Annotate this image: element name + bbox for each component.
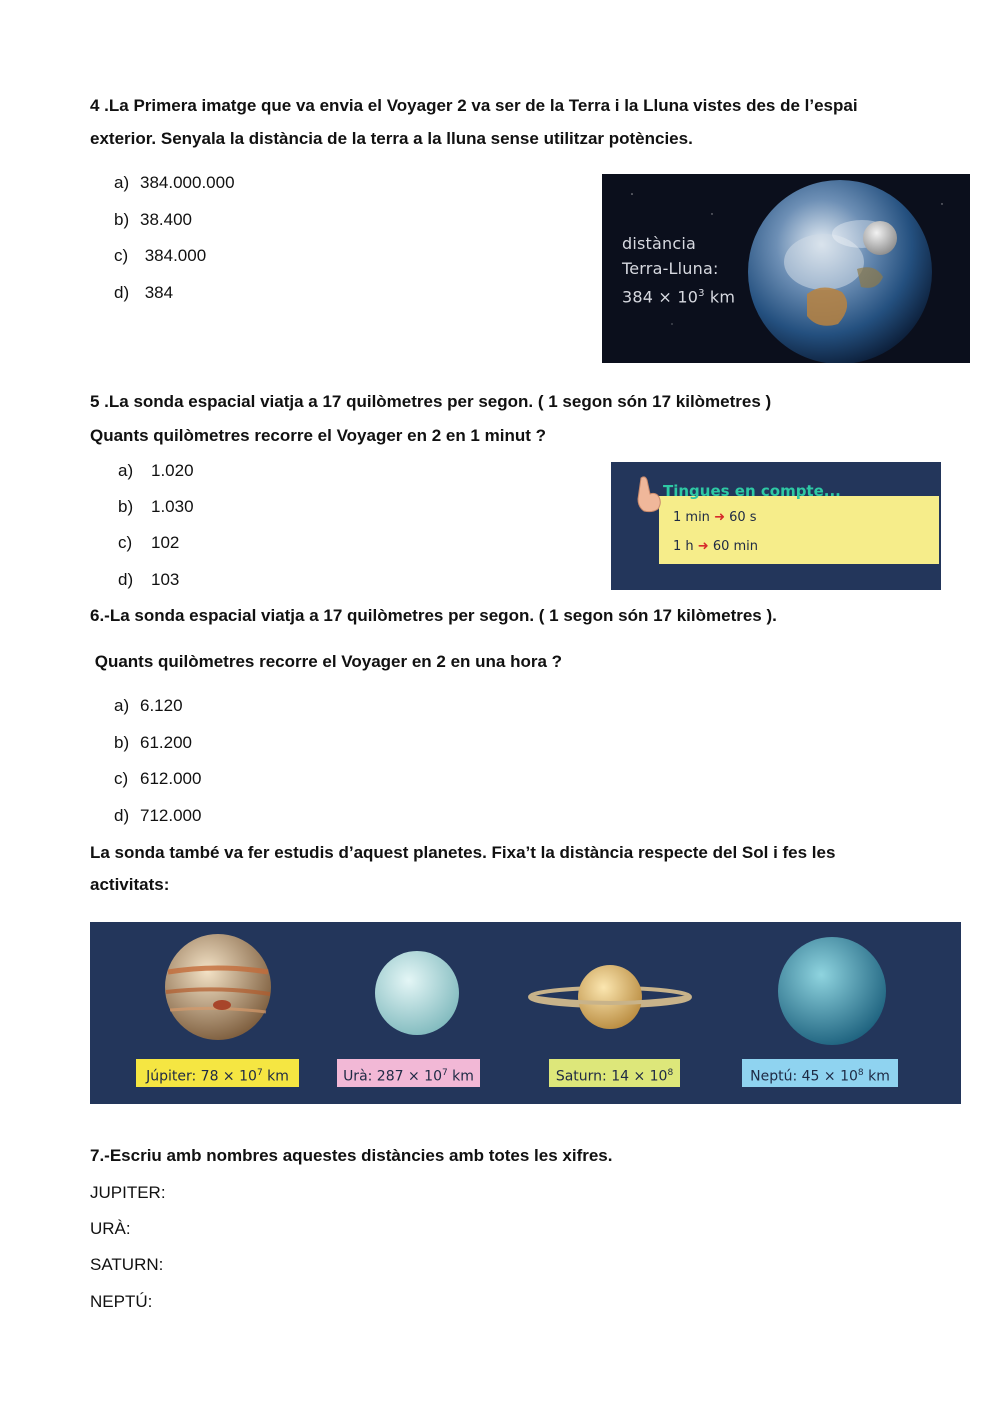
hint-image: [611, 462, 941, 590]
q4-option-c[interactable]: c) 384.000: [114, 246, 207, 265]
q4-option-d[interactable]: d) 384: [114, 283, 174, 302]
moon-graphic: [863, 221, 897, 255]
hint-row-hour: 1 h ➜ 60 min: [673, 539, 759, 554]
planet-label-saturn: Saturn: $14 \times 10^8$: [549, 1059, 680, 1087]
q4-text-line2: exterior. Senyala la distància de la terra a la lluna sense utilitzar potències.: [90, 129, 693, 148]
q6-text-line1: 6.-La sonda espacial viatja a 17 quilòmetres per segon. ( 1 segon són 17 kilòmetres ).: [90, 606, 777, 625]
planet-label-neptune: Neptú: $45 \times 10^8$ km: [742, 1059, 898, 1087]
q5-text-line1: 5 .La sonda espacial viatja a 17 quilòmetres per segon. ( 1 segon són 17 kilòmetres ): [90, 392, 772, 411]
saturn-graphic: [530, 965, 690, 1029]
q4-option-a[interactable]: a) 384.000.000: [114, 173, 235, 192]
q4-text-line1: 4 .La Primera imatge que va envia el Voyager 2 va ser de la Terra i la Lluna vistes des de l’espai: [90, 96, 858, 115]
arrow-right-icon: ➜: [714, 510, 725, 525]
answer-jupiter[interactable]: JUPITER:: [90, 1183, 166, 1202]
q6-text-line2: Quants quilòmetres recorre el Voyager en 2 en una hora ?: [90, 652, 563, 671]
q5-option-d[interactable]: d) 103: [118, 570, 180, 589]
earth-moon-image: [602, 174, 970, 363]
arrow-right-icon: ➜: [697, 539, 709, 554]
intro-line2: activitats:: [90, 875, 170, 894]
q5-text-line2: Quants quilòmetres recorre el Voyager en 2 en 1 minut ?: [90, 426, 546, 445]
q6-option-c[interactable]: c) 612.000: [114, 769, 202, 788]
intro-line1: La sonda també va fer estudis d’aquest planetes. Fixa’t la distància respecte del Sol i fes les: [90, 843, 836, 862]
hint-title: Tingues en compte...: [663, 482, 841, 500]
jupiter-graphic: [165, 934, 271, 1040]
q7-title: 7.-Escriu amb nombres aquestes distàncies amb totes les xifres.: [90, 1146, 613, 1165]
planets-image: [90, 922, 961, 1104]
q5-option-b[interactable]: b) 1.030: [118, 497, 194, 516]
hint-row-minute: 1 min ➜ 60 s: [673, 510, 757, 525]
hand-icon: [635, 474, 665, 514]
q4-option-b[interactable]: b) 38.400: [114, 210, 192, 229]
q6-option-d[interactable]: d) 712.000: [114, 806, 202, 825]
answer-uranus[interactable]: URÀ:: [90, 1219, 131, 1238]
q5-option-a[interactable]: a) 1.020: [118, 461, 194, 480]
uranus-graphic: [375, 951, 459, 1035]
answer-saturn[interactable]: SATURN:: [90, 1255, 164, 1274]
neptune-graphic: [778, 937, 886, 1045]
answer-neptune[interactable]: NEPTÚ:: [90, 1292, 153, 1311]
planet-label-uranus: Urà: $287 \times 10^7$ km: [337, 1059, 480, 1087]
earth-moon-caption: distància Terra-Lluna: $384 \times 10^3$ km: [622, 234, 736, 307]
q6-option-b[interactable]: b) 61.200: [114, 733, 192, 752]
q5-option-c[interactable]: c) 102: [118, 533, 180, 552]
q6-option-a[interactable]: a) 6.120: [114, 696, 183, 715]
planet-label-jupiter: Júpiter: $78 \times 10^7$ km: [136, 1059, 299, 1087]
